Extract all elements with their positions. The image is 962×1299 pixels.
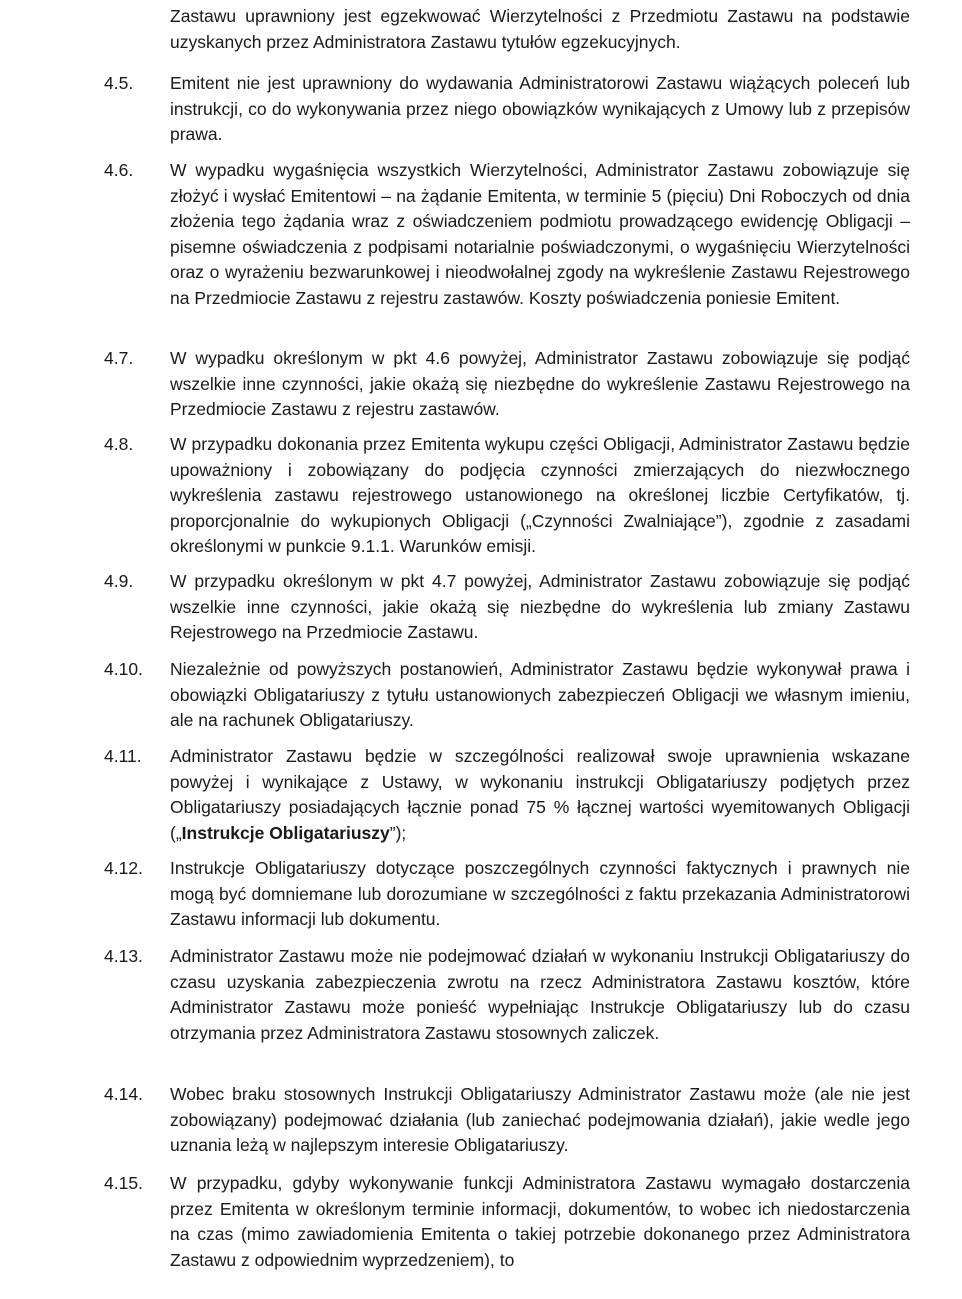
clause-number: 4.7. [104, 348, 134, 368]
clause-text: Administrator Zastawu może nie podejmować działań w wykonaniu Instrukcji Obligatariuszy do czasu uzyskania zabezpieczenia zwrotu na rzecz Administratora Zastawu kosztów, które Administrator Zastawu może ponieść wypełniając Instrukcje Obligatariuszy lub do czasu otrzymania przez Administratora Zastawu stosownych zaliczek. [170, 946, 910, 1043]
clause-number: 4.6. [104, 160, 134, 180]
clause-number: 4.8. [104, 434, 134, 454]
clause-number: 4.5. [104, 73, 134, 93]
clause-text: W wypadku określonym w pkt 4.6 powyżej, Administrator Zastawu zobowiązuje się podjąć wszelkie inne czynności, jakie okażą się niezbędne do wykreślenie Zastawu Rejestrowego na Przedmiocie Zastawu z rejestru zastawów. [170, 348, 910, 419]
clause-text: W przypadku określonym w pkt 4.7 powyżej, Administrator Zastawu zobowiązuje się podjąć wszelkie inne czynności, jakie okażą się niezbędne do wykreślenia lub zmiany Zastawu Rejestrowego na Przedmiocie Zastawu. [170, 571, 910, 642]
clause-number: 4.9. [104, 571, 134, 591]
clause-number: 4.11. [104, 746, 142, 766]
clause-text: Niezależnie od powyższych postanowień, Administrator Zastawu będzie wykonywał prawa i obowiązki Obligatariuszy z tytułu ustanowionych zabezpieczeń Obligacji we własnym imieniu, ale na rachunek Obligatariuszy. [170, 659, 910, 730]
clause-number: 4.12. [104, 858, 143, 878]
clause-text: W przypadku dokonania przez Emitenta wykupu części Obligacji, Administrator Zastawu będzie upoważniony i zobowiązany do podjęcia czynności zmierzających do niezwłocznego wykreślenia zastawu rejestrowego ustanowionego na określonej liczbie Certyfikatów, tj. proporcjonalnie do wykupionych Obligacji („Czynności Zwalniające”), zgodnie z zasadami określonymi w punkcie 9.1.1. Warunków emisji. [170, 434, 910, 556]
intro-paragraph: Zastawu uprawniony jest egzekwować Wierzytelności z Przedmiotu Zastawu na podstawie uzyskanych przez Administratora Zastawu tytułów egzekucyjnych. [170, 6, 910, 52]
clause-text: Instrukcje Obligatariuszy dotyczące poszczególnych czynności faktycznych i prawnych nie mogą być domniemane lub dorozumiane w szczególności z faktu przekazania Administratorowi Zastawu informacji lub dokumentu. [170, 858, 910, 929]
clause-number: 4.15. [104, 1173, 143, 1193]
clause-text: Wobec braku stosownych Instrukcji Obligatariuszy Administrator Zastawu może (ale nie jest zobowiązany) podejmować działania (lub zaniechać podejmowania działań), jakie wedle jego uznania leżą w najlepszym interesie Obligatariuszy. [170, 1084, 910, 1155]
defined-term-instrukcje-obligatariuszy: Instrukcje Obligatariuszy [181, 822, 390, 843]
clause-text: Emitent nie jest uprawniony do wydawania Administratorowi Zastawu wiążących poleceń lub instrukcji, co do wykonywania przez niego obowiązków wynikających z Umowy lub z przepisów prawa. [170, 73, 910, 144]
clause-text-part: Administrator Zastawu będzie w szczególności realizował swoje uprawnienia wskazane powyżej i wynikające z Ustawy, w wykonaniu instrukcji Obligatariuszy podjętych przez Obligatariuszy posiadających łącznie ponad 75 % łącznej wartości wyemitowanych Obligacji („ [170, 746, 910, 843]
clause-text: W przypadku, gdyby wykonywanie funkcji Administratora Zastawu wymagało dostarczenia przez Emitenta w określonym terminie informacji, dokumentów, to wobec ich niedostarczenia na czas (mimo zawiadomienia Emitenta o takiej potrzebie dokonanego przez Administratora Zastawu z odpowiednim wyprzedzeniem), to [170, 1173, 910, 1270]
clause-number: 4.10. [104, 659, 143, 679]
clause-number: 4.14. [104, 1084, 143, 1104]
clause-text-part: ”); [389, 822, 407, 843]
clause-text [170, 744, 910, 846]
clause-number: 4.13. [104, 946, 143, 966]
clause-text: W wypadku wygaśnięcia wszystkich Wierzytelności, Administrator Zastawu zobowiązuje się złożyć i wysłać Emitentowi – na żądanie Emitenta, w terminie 5 (pięciu) Dni Roboczych od dnia złożenia tego żądania wraz z oświadczeniem podmiotu prowadzącego ewidencję Obligacji – pisemne oświadczenia z podpisami notarialnie poświadczonymi, o wygaśnięciu Wierzytelności oraz o wyrażeniu bezwarunkowej i nieodwołalnej zgody na wykreślenie Zastawu Rejestrowego na Przedmiocie Zastawu z rejestru zastawów. Koszty poświadczenia poniesie Emitent. [170, 160, 910, 308]
